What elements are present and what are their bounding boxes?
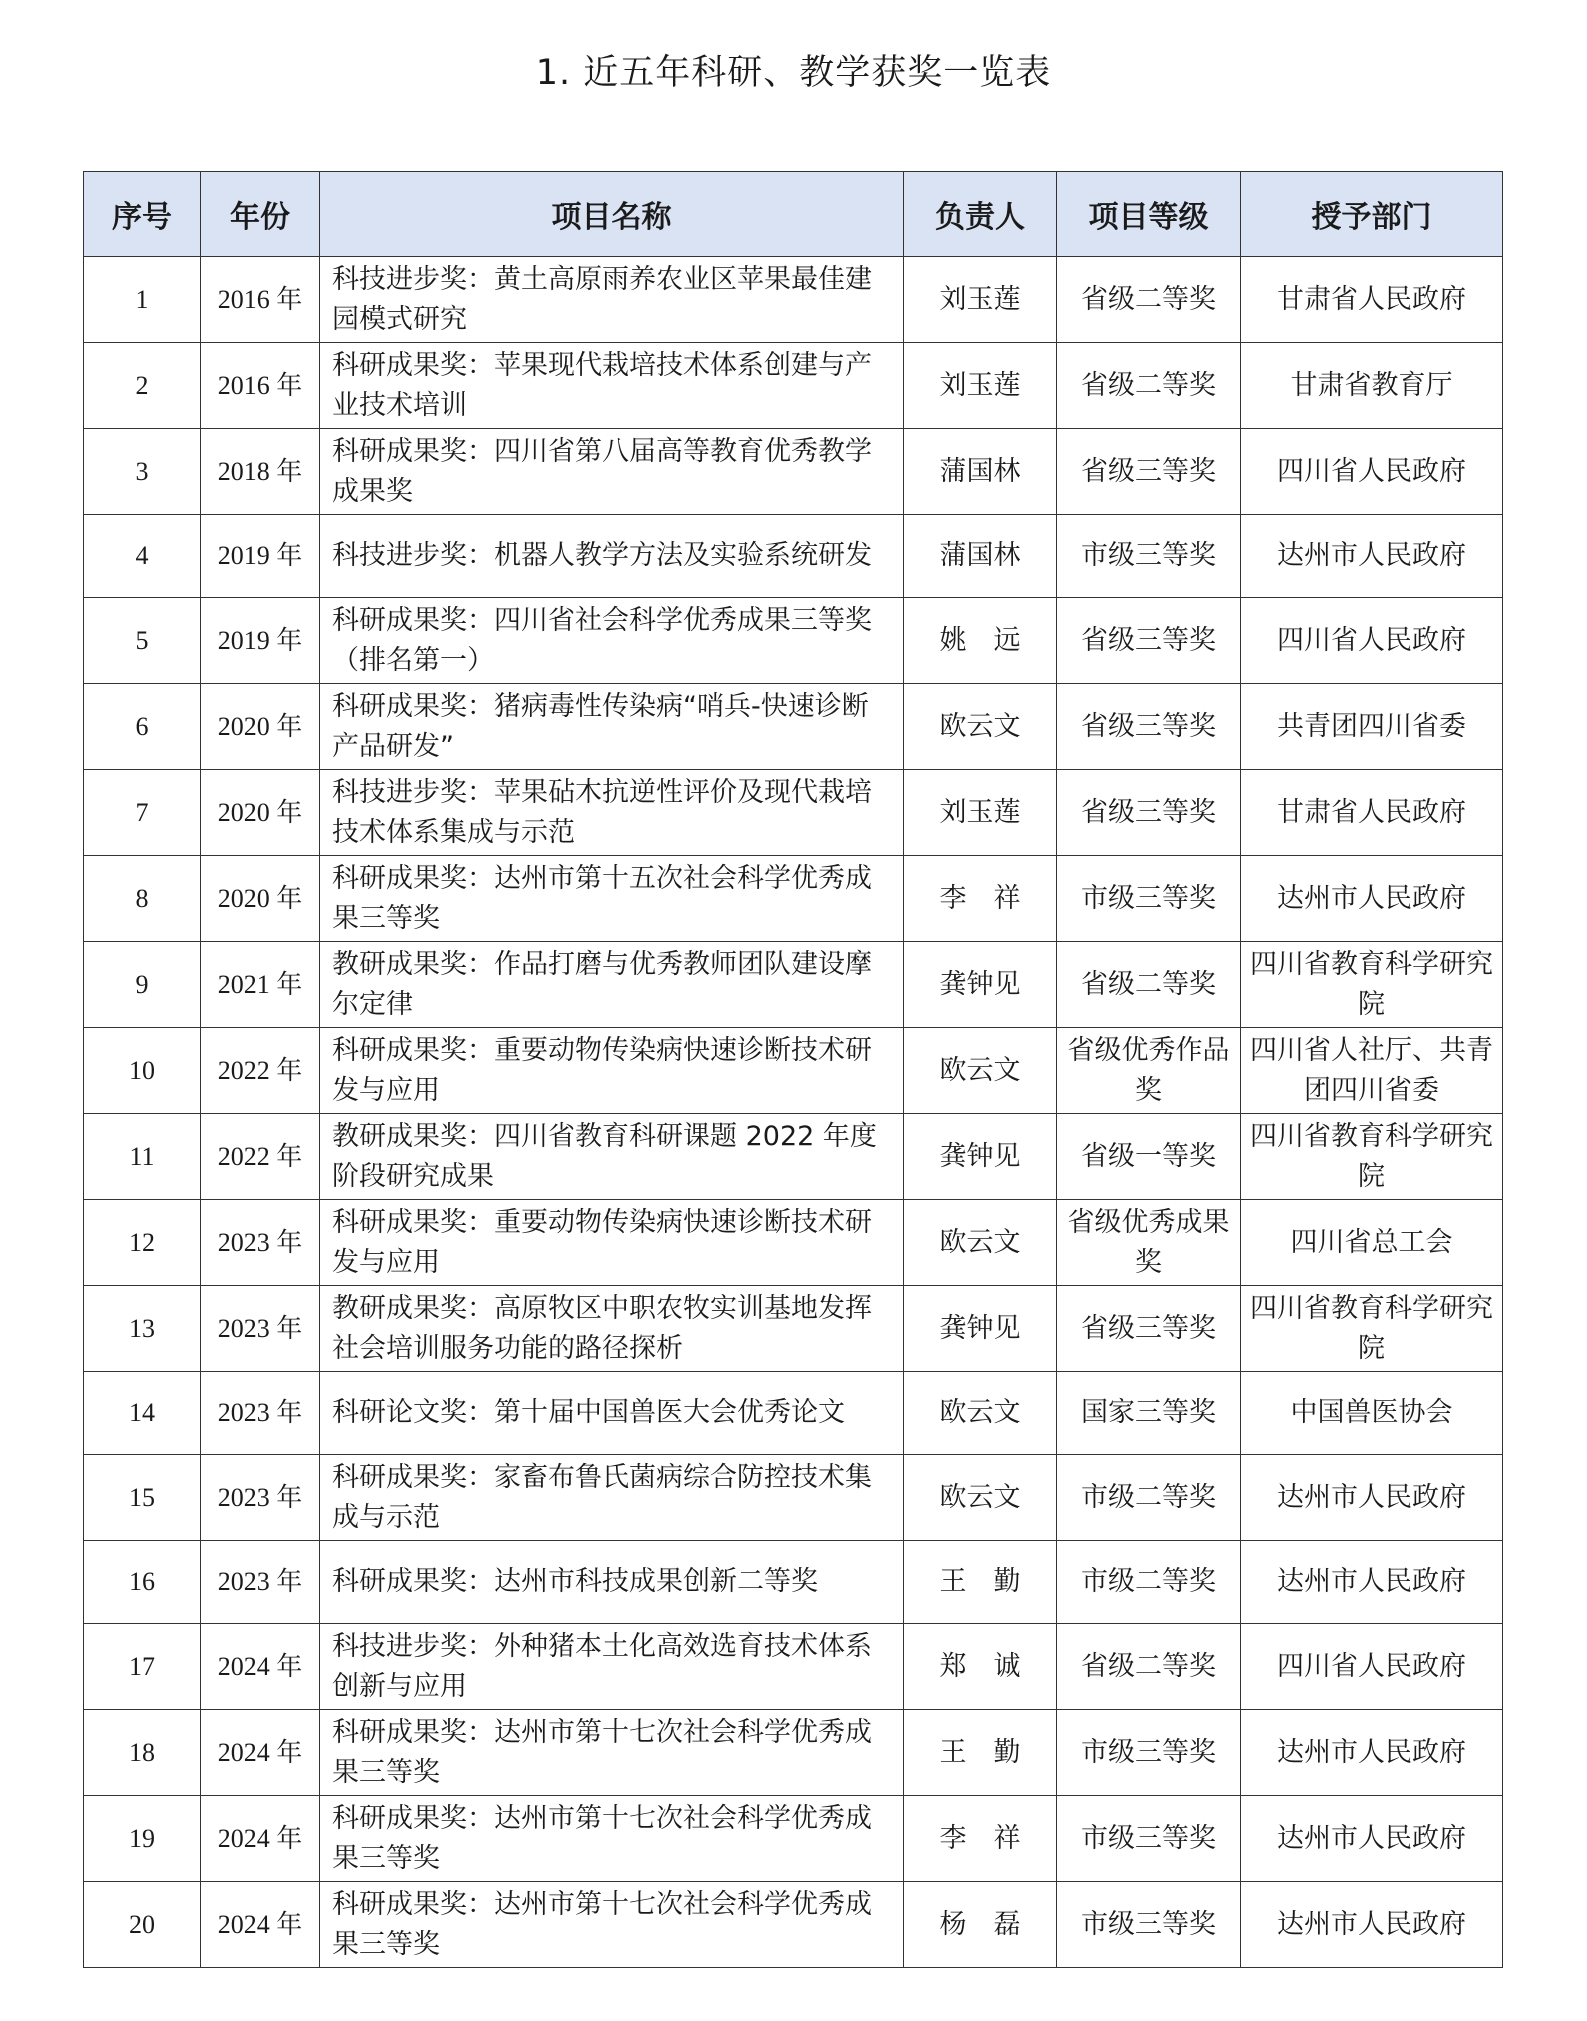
cell-lead: 蒲国林	[904, 515, 1057, 598]
table-row	[84, 598, 1503, 684]
cell-lead: 王 勤	[904, 1541, 1057, 1624]
cell-num: 7	[84, 770, 201, 856]
cell-lead: 蒲国林	[904, 429, 1057, 515]
cell-num: 1	[84, 257, 201, 343]
cell-dept: 甘肃省人民政府	[1241, 770, 1503, 856]
table-row	[84, 1710, 1503, 1796]
cell-year: 2019 年	[201, 515, 320, 598]
cell-level: 省级一等奖	[1057, 1114, 1241, 1200]
cell-level: 省级二等奖	[1057, 1624, 1241, 1710]
cell-lead: 龚钟见	[904, 1114, 1057, 1200]
cell-year: 2018 年	[201, 429, 320, 515]
cell-year: 2023 年	[201, 1455, 320, 1541]
cell-lead: 李 祥	[904, 1796, 1057, 1882]
cell-dept: 共青团四川省委	[1241, 684, 1503, 770]
cell-year: 2019 年	[201, 598, 320, 684]
header-level: 项目等级	[1057, 172, 1241, 257]
cell-name: 科研成果奖：猪病毒性传染病“哨兵-快速诊断产品研发”	[320, 684, 904, 770]
cell-lead: 龚钟见	[904, 1286, 1057, 1372]
cell-year: 2023 年	[201, 1286, 320, 1372]
cell-lead: 杨 磊	[904, 1882, 1057, 1968]
table-row	[84, 1200, 1503, 1286]
table-row	[84, 343, 1503, 429]
cell-lead: 郑 诚	[904, 1624, 1057, 1710]
cell-num: 6	[84, 684, 201, 770]
cell-dept: 达州市人民政府	[1241, 1455, 1503, 1541]
table-row	[84, 1455, 1503, 1541]
cell-year: 2016 年	[201, 343, 320, 429]
table-row	[84, 257, 1503, 343]
cell-dept: 中国兽医协会	[1241, 1372, 1503, 1455]
page-title: 1. 近五年科研、教学获奖一览表	[535, 53, 1052, 93]
cell-num: 19	[84, 1796, 201, 1882]
cell-year: 2024 年	[201, 1882, 320, 1968]
cell-lead: 欧云文	[904, 1372, 1057, 1455]
cell-num: 16	[84, 1541, 201, 1624]
cell-dept: 甘肃省教育厅	[1241, 343, 1503, 429]
cell-dept: 甘肃省人民政府	[1241, 257, 1503, 343]
cell-level: 市级三等奖	[1057, 1710, 1241, 1796]
cell-level: 省级三等奖	[1057, 429, 1241, 515]
cell-num: 17	[84, 1624, 201, 1710]
table-row	[84, 1372, 1503, 1455]
cell-level: 省级三等奖	[1057, 770, 1241, 856]
cell-dept: 达州市人民政府	[1241, 1541, 1503, 1624]
cell-num: 10	[84, 1028, 201, 1114]
cell-name: 教研成果奖：四川省教育科研课题 2022 年度阶段研究成果	[320, 1114, 904, 1200]
cell-lead: 欧云文	[904, 1455, 1057, 1541]
cell-num: 13	[84, 1286, 201, 1372]
cell-year: 2023 年	[201, 1200, 320, 1286]
header-num: 序号	[84, 172, 201, 257]
cell-year: 2020 年	[201, 684, 320, 770]
cell-name: 科研成果奖：苹果现代栽培技术体系创建与产业技术培训	[320, 343, 904, 429]
cell-num: 14	[84, 1372, 201, 1455]
cell-year: 2016 年	[201, 257, 320, 343]
table-row	[84, 1796, 1503, 1882]
table-row	[84, 1286, 1503, 1372]
cell-name: 科研成果奖：重要动物传染病快速诊断技术研发与应用	[320, 1028, 904, 1114]
cell-year: 2022 年	[201, 1114, 320, 1200]
cell-name: 科研成果奖：四川省社会科学优秀成果三等奖（排名第一）	[320, 598, 904, 684]
cell-dept: 达州市人民政府	[1241, 1796, 1503, 1882]
cell-level: 省级二等奖	[1057, 942, 1241, 1028]
cell-num: 15	[84, 1455, 201, 1541]
cell-name: 科研成果奖：达州市科技成果创新二等奖	[320, 1541, 904, 1624]
cell-lead: 刘玉莲	[904, 770, 1057, 856]
cell-level: 市级三等奖	[1057, 856, 1241, 942]
cell-year: 2024 年	[201, 1710, 320, 1796]
cell-dept: 四川省人民政府	[1241, 429, 1503, 515]
cell-level: 国家三等奖	[1057, 1372, 1241, 1455]
cell-level: 市级三等奖	[1057, 1796, 1241, 1882]
cell-dept: 四川省人民政府	[1241, 1624, 1503, 1710]
cell-name: 科技进步奖：黄土高原雨养农业区苹果最佳建园模式研究	[320, 257, 904, 343]
cell-dept: 达州市人民政府	[1241, 856, 1503, 942]
cell-dept: 四川省人民政府	[1241, 598, 1503, 684]
cell-level: 省级二等奖	[1057, 257, 1241, 343]
cell-name: 科技进步奖：苹果砧木抗逆性评价及现代栽培技术体系集成与示范	[320, 770, 904, 856]
cell-level: 省级优秀成果奖	[1057, 1200, 1241, 1286]
header-name: 项目名称	[320, 172, 904, 257]
cell-lead: 欧云文	[904, 684, 1057, 770]
cell-dept: 达州市人民政府	[1241, 1710, 1503, 1796]
cell-dept: 达州市人民政府	[1241, 515, 1503, 598]
table-row	[84, 684, 1503, 770]
cell-lead: 王 勤	[904, 1710, 1057, 1796]
cell-lead: 刘玉莲	[904, 257, 1057, 343]
cell-num: 4	[84, 515, 201, 598]
cell-year: 2024 年	[201, 1624, 320, 1710]
table-row	[84, 856, 1503, 942]
table-row	[84, 429, 1503, 515]
cell-level: 省级三等奖	[1057, 1286, 1241, 1372]
cell-name: 教研成果奖：作品打磨与优秀教师团队建设摩尔定律	[320, 942, 904, 1028]
cell-num: 12	[84, 1200, 201, 1286]
cell-level: 市级三等奖	[1057, 1882, 1241, 1968]
cell-name: 科研成果奖：重要动物传染病快速诊断技术研发与应用	[320, 1200, 904, 1286]
cell-num: 20	[84, 1882, 201, 1968]
cell-num: 9	[84, 942, 201, 1028]
cell-year: 2023 年	[201, 1372, 320, 1455]
cell-lead: 刘玉莲	[904, 343, 1057, 429]
cell-year: 2020 年	[201, 770, 320, 856]
table-row	[84, 515, 1503, 598]
cell-year: 2024 年	[201, 1796, 320, 1882]
table-row	[84, 942, 1503, 1028]
cell-lead: 龚钟见	[904, 942, 1057, 1028]
cell-level: 省级三等奖	[1057, 598, 1241, 684]
table-row	[84, 770, 1503, 856]
cell-level: 省级三等奖	[1057, 684, 1241, 770]
header-lead: 负责人	[904, 172, 1057, 257]
cell-lead: 姚 远	[904, 598, 1057, 684]
cell-num: 18	[84, 1710, 201, 1796]
table-row	[84, 1114, 1503, 1200]
cell-name: 科研成果奖：达州市第十七次社会科学优秀成果三等奖	[320, 1882, 904, 1968]
cell-dept: 四川省教育科学研究院	[1241, 1286, 1503, 1372]
cell-year: 2022 年	[201, 1028, 320, 1114]
cell-level: 市级二等奖	[1057, 1541, 1241, 1624]
cell-dept: 四川省教育科学研究院	[1241, 942, 1503, 1028]
awards-table	[83, 171, 1503, 1968]
cell-name: 科研成果奖：四川省第八届高等教育优秀教学成果奖	[320, 429, 904, 515]
cell-num: 11	[84, 1114, 201, 1200]
cell-year: 2020 年	[201, 856, 320, 942]
table-header-row	[84, 172, 1503, 257]
cell-dept: 四川省总工会	[1241, 1200, 1503, 1286]
header-year: 年份	[201, 172, 320, 257]
cell-name: 科研成果奖：家畜布鲁氏菌病综合防控技术集成与示范	[320, 1455, 904, 1541]
cell-level: 省级优秀作品奖	[1057, 1028, 1241, 1114]
table-row	[84, 1624, 1503, 1710]
table-row	[84, 1882, 1503, 1968]
cell-dept: 达州市人民政府	[1241, 1882, 1503, 1968]
table-row	[84, 1541, 1503, 1624]
cell-num: 3	[84, 429, 201, 515]
cell-lead: 欧云文	[904, 1028, 1057, 1114]
cell-level: 市级二等奖	[1057, 1455, 1241, 1541]
cell-num: 8	[84, 856, 201, 942]
cell-name: 科研成果奖：达州市第十五次社会科学优秀成果三等奖	[320, 856, 904, 942]
cell-level: 省级二等奖	[1057, 343, 1241, 429]
cell-name: 科技进步奖：外种猪本土化高效选育技术体系创新与应用	[320, 1624, 904, 1710]
cell-year: 2021 年	[201, 942, 320, 1028]
cell-name: 教研成果奖：高原牧区中职农牧实训基地发挥社会培训服务功能的路径探析	[320, 1286, 904, 1372]
cell-year: 2023 年	[201, 1541, 320, 1624]
cell-num: 5	[84, 598, 201, 684]
cell-dept: 四川省人社厅、共青团四川省委	[1241, 1028, 1503, 1114]
cell-lead: 李 祥	[904, 856, 1057, 942]
cell-num: 2	[84, 343, 201, 429]
cell-name: 科研成果奖：达州市第十七次社会科学优秀成果三等奖	[320, 1710, 904, 1796]
cell-name: 科研论文奖：第十届中国兽医大会优秀论文	[320, 1372, 904, 1455]
cell-lead: 欧云文	[904, 1200, 1057, 1286]
cell-dept: 四川省教育科学研究院	[1241, 1114, 1503, 1200]
cell-name: 科技进步奖：机器人教学方法及实验系统研发	[320, 515, 904, 598]
cell-level: 市级三等奖	[1057, 515, 1241, 598]
cell-name: 科研成果奖：达州市第十七次社会科学优秀成果三等奖	[320, 1796, 904, 1882]
header-dept: 授予部门	[1241, 172, 1503, 257]
table-row	[84, 1028, 1503, 1114]
